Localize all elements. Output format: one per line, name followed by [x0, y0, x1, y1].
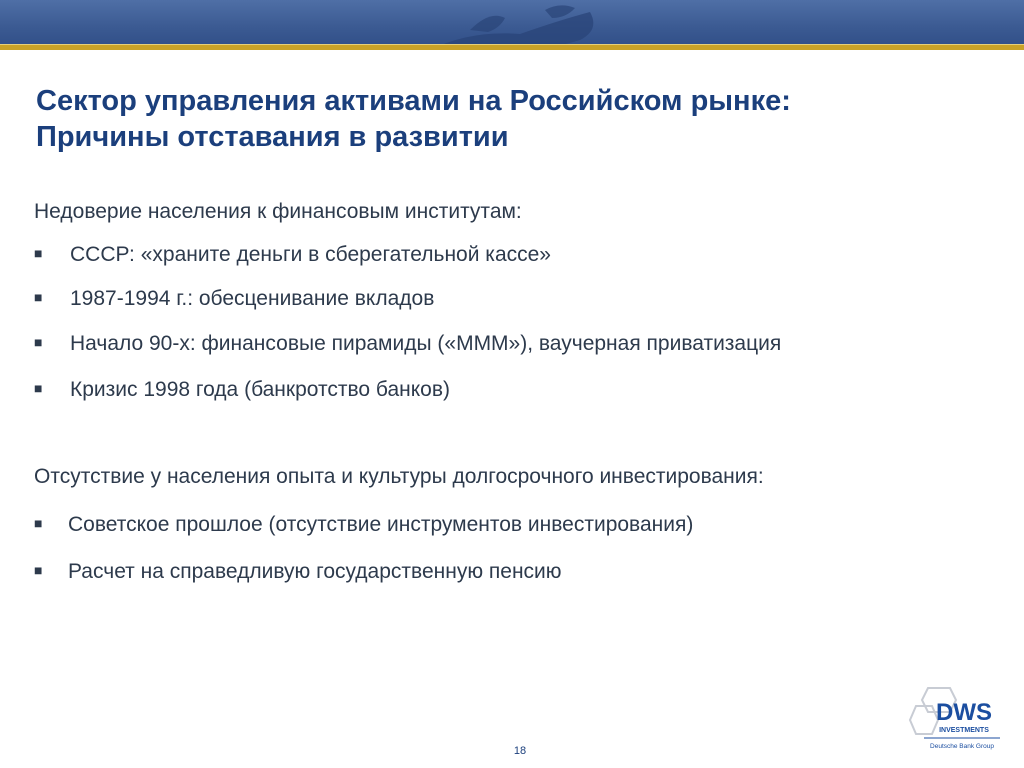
bullet-marker-icon: ■	[34, 289, 43, 305]
list-item	[34, 287, 434, 311]
page-number: 18	[513, 745, 527, 757]
bullet-marker-icon: ■	[34, 334, 43, 350]
bullet-marker-icon: ■	[34, 245, 43, 261]
list-item-text: Расчет на справедливую государственную пенсию	[68, 560, 562, 583]
list-item	[34, 560, 562, 584]
section-heading-experience: Отсутствие у населения опыта и культуры долгосрочного инвестирования:	[34, 465, 764, 488]
header-banner	[0, 0, 1024, 50]
list-item-text: Советское прошлое (отсутствие инструментов инвестирования)	[68, 513, 694, 536]
slide-title-line1: Сектор управления активами на Российском рынке:	[36, 85, 791, 117]
logo-name: DWS	[936, 699, 992, 726]
list-item	[34, 332, 781, 356]
bull-bear-silhouette-icon	[0, 0, 1024, 50]
list-item-text: Кризис 1998 года (банкротство банков)	[70, 378, 450, 401]
dws-logo	[906, 686, 1002, 756]
slide-title-line2: Причины отставания в развитии	[36, 121, 509, 153]
list-item	[34, 243, 551, 267]
slide-title	[36, 83, 996, 155]
bullet-marker-icon: ■	[34, 562, 43, 578]
list-item-text: СССР: «храните деньги в сберегательной кассе»	[70, 243, 551, 266]
section-heading-distrust: Недоверие населения к финансовым институтам:	[34, 200, 522, 223]
list-item-text: 1987-1994 г.: обесценивание вкладов	[70, 287, 435, 310]
bullet-marker-icon: ■	[34, 515, 43, 531]
bullet-marker-icon: ■	[34, 380, 43, 396]
list-item-text: Начало 90-х: финансовые пирамиды («МММ»), ваучерная приватизация	[70, 332, 782, 355]
list-item	[34, 378, 450, 402]
list-item	[34, 513, 693, 537]
logo-sub-group: Deutsche Bank Group	[930, 743, 994, 750]
logo-sub-investments: INVESTMENTS	[939, 727, 989, 734]
